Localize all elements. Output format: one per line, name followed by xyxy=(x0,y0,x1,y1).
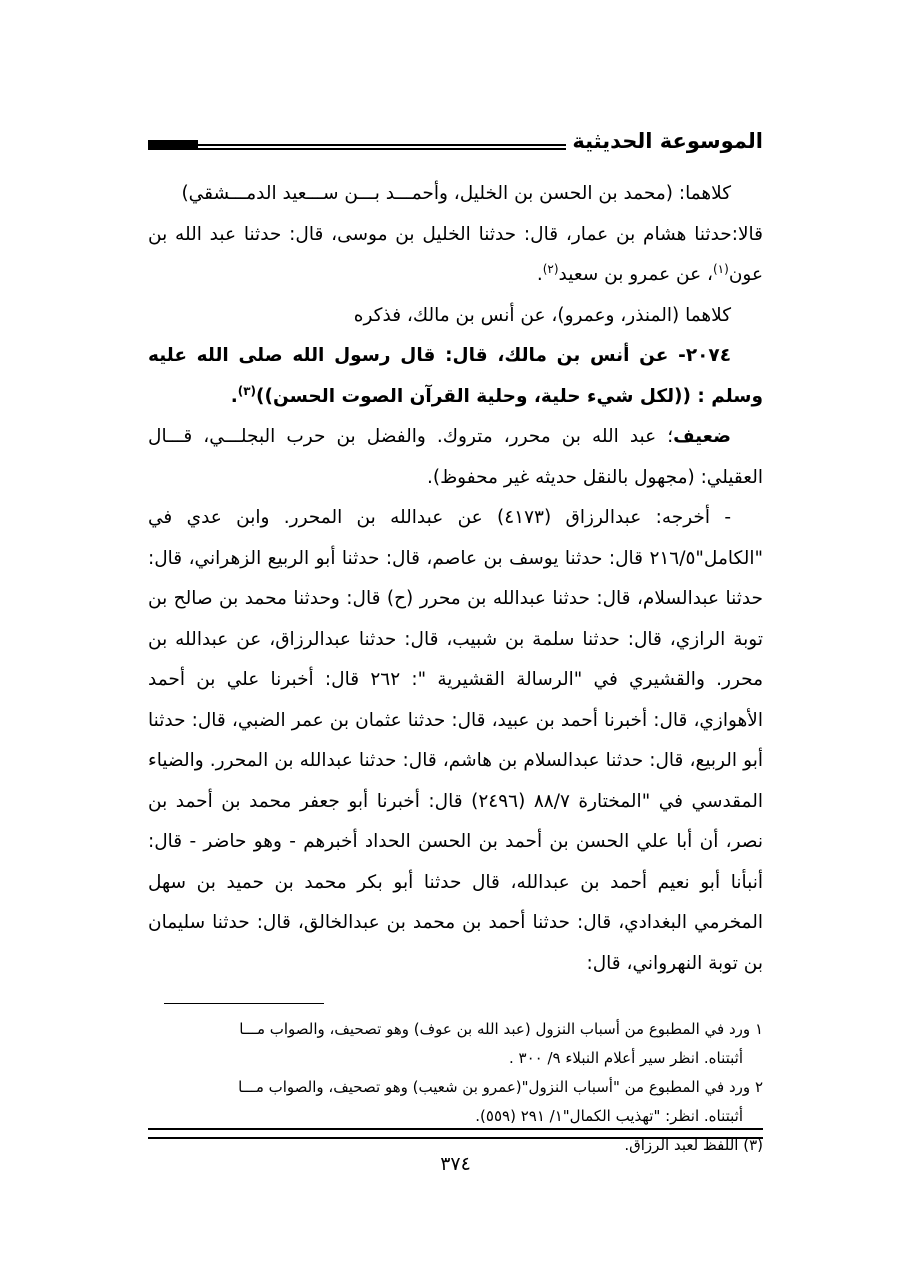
footnote-continuation: أثبتناه. انظر: "تهذيب الكمال"١/ ٢٩١ (٥٥٩). xyxy=(475,1107,743,1125)
footnote: ١ ورد في المطبوع من أسباب النزول (عبد الله بن عوف) وهو تصحيف، والصواب مـــا xyxy=(239,1020,763,1038)
footnote-continuation: أثبتناه. انظر سير أعلام النبلاء ٩/ ٣٠٠ . xyxy=(508,1049,743,1067)
footnote-ref[interactable]: (٢) xyxy=(542,261,559,276)
footnote-separator xyxy=(164,1003,324,1004)
paragraph: - أخرجه: عبدالرزاق (٤١٧٣) عن عبدالله بن المحرر. وابن عدي في "الكامل"٢١٦/٥ قال: حدثنا يوسف بن عاصم، قال: حدثنا أبو الربيع الزهراني، قال: حدثنا عبدالسلام، قال: حدثنا عبدالله بن محرر (ح) قال: وحدثنا محمد بن صالح بن توبة الرازي، قال: حدثنا سلمة بن شبيب، قال: حدثنا عبدالرزاق، عن عبدالله بن محرر. والقشيري في "الرسالة القشيرية ": ٢٦٢ قال: أخبرنا علي بن أحمد الأهوازي، قال: أخبرنا أحمد بن عبيد، قال: حدثنا عثمان بن عمر الضبي، قال: حدثنا أبو الربيع، قال: حدثنا عبدالسلام بن هاشم، قال: حدثنا عبدالله بن المحرر. والضياء المقدسي في "المختارة ٨٨/٧ (٢٤٩٦) قال: أخبرنا أبو جعفر محمد بن أحمد بن نصر، أن أبا علي الحسن بن أحمد بن الحسن الحداد أخبرهم - وهو حاضر - قال: أنبأنا أبو نعيم أحمد بن عبدالله، قال حدثنا أبو بكر محمد بن حميد بن سهل المخرمي البغدادي، قال: حدثنا أحمد بن محمد بن عبدالخالق، قال: حدثنا سليمان بن توبة النهرواني، قال: xyxy=(148,507,764,974)
footnote: (٣) اللفظ لعبد الرزاق. xyxy=(624,1136,763,1154)
header-rule-end xyxy=(148,140,198,150)
footer-rule xyxy=(148,1128,763,1139)
main-text xyxy=(148,174,763,984)
page-header xyxy=(148,120,763,160)
paragraph: قالا:حدثنا هشام بن عمار، قال: حدثنا الخليل بن موسى، قال: حدثنا عبد الله بن عون$^{(١)}$، عن عمرو بن سعيد$^{(٢)}$. xyxy=(148,223,763,285)
page-number: ٣٧٤ xyxy=(440,1153,471,1175)
footnote-ref[interactable]: (٣) xyxy=(237,383,257,398)
paragraph: كلاهما (المنذر، وعمرو)، عن أنس بن مالك، فذكره xyxy=(353,304,731,326)
footnote: ٢ ورد في المطبوع من "أسباب النزول"(عمرو بن شعيب) وهو تصحيف، والصواب مـــا xyxy=(238,1078,763,1096)
grading-label: ضعيف xyxy=(673,426,731,447)
paragraph: كلاهما: (محمد بن الحسن بن الخليل، وأحمـــد بـــن ســـعيد الدمـــشقي) xyxy=(181,183,731,204)
document-page xyxy=(148,120,764,1175)
hadith-text: ٢٠٧٤- عن أنس بن مالك، قال: قال رسول الله صلى الله عليه وسلم : ((لكل شيء حلية، وحلية القرآن الصوت الحسن))$^{(٣)}$. xyxy=(148,345,763,407)
footnote-ref[interactable]: (١) xyxy=(712,261,729,276)
page-title: الموسوعة الحديثية xyxy=(566,128,763,154)
paragraph: ضعيف؛ عبد الله بن محرر، متروك. والفضل بن حرب البجلـــي، قـــال العقيلي: (مجهول بالنقل حديثه غير محفوظ). xyxy=(148,426,763,488)
